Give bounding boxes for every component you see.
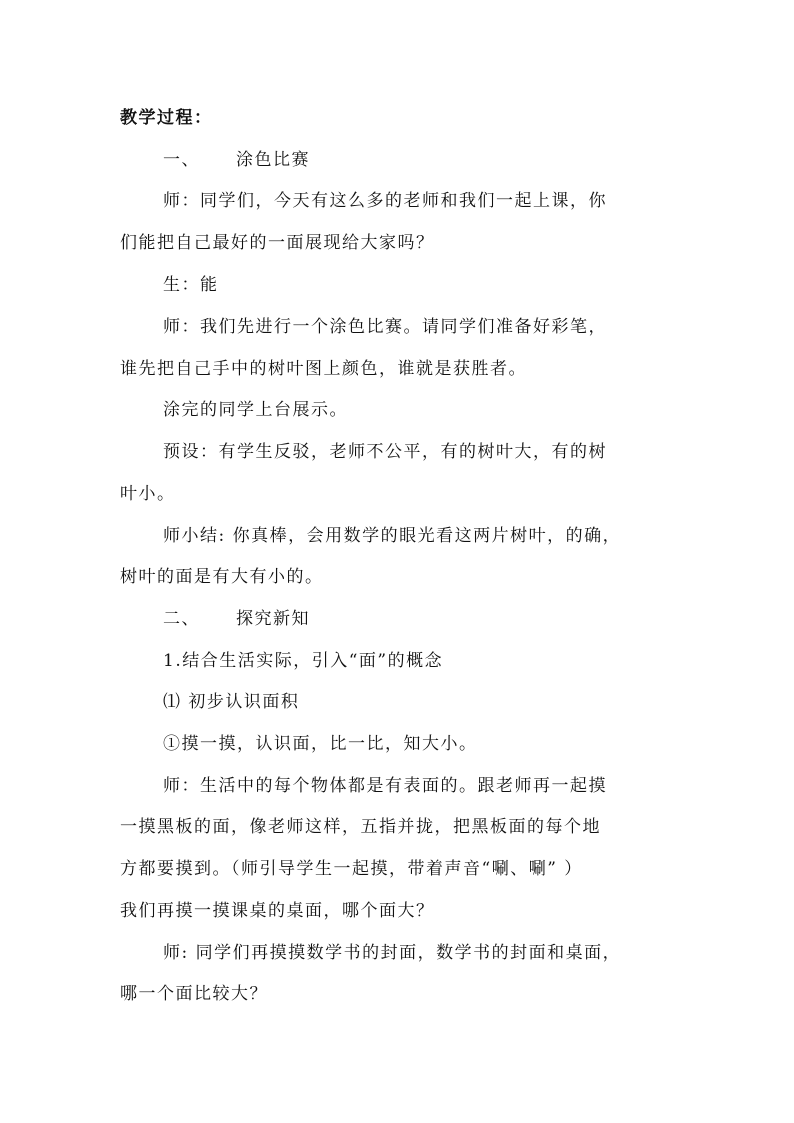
paragraph-1-line-1: 师：同学们，今天有这么多的老师和我们一起上课，你 [163,191,607,211]
section-1-number: 一、 [163,150,200,170]
paragraph-5-line-2: 叶小。 [120,484,176,504]
paragraph-7-line-1: 师：生活中的每个物体都是有表面的。跟老师再一起摸 [163,776,607,796]
paragraph-4: 涂完的同学上台展示。 [163,400,348,420]
section-2-number: 二、 [163,609,200,629]
paragraph-8-line-1: 师: 同学们再摸摸数学书的封面，数学书的封面和桌面， [163,943,622,963]
section-1-heading [163,148,310,172]
subheading-3: ①摸一摸，认识面，比一比，知大小。 [163,734,478,754]
subheading-1: 1.结合生活实际，引入“面”的概念 [163,651,444,671]
paragraph-2: 生：能 [163,275,219,295]
paragraph-5-line-1: 预设：有学生反驳，老师不公平，有的树叶大，有的树 [163,442,607,462]
paragraph-6-line-1: 师小结: 你真棒，会用数学的眼光看这两片树叶，的确， [163,526,622,546]
paragraph-8-line-2: 哪一个面比较大？ [120,984,268,1004]
subheading-2: ⑴ 初步认识面积 [163,692,300,712]
paragraph-3-line-1: 师：我们先进行一个涂色比赛。请同学们准备好彩笔， [163,317,607,337]
document-heading: 教学过程： [120,108,213,128]
paragraph-1-line-2: 们能把自己最好的一面展现给大家吗？ [120,233,435,253]
paragraph-6-line-2: 树叶的面是有大有小的。 [120,567,324,587]
section-1-title: 涂色比赛 [236,150,310,170]
paragraph-7-line-3: 方都要摸到。（师引导学生一起摸，带着声音“唰、唰” ） [120,859,583,879]
section-2-heading [163,607,310,631]
section-2-title: 探究新知 [236,609,310,629]
paragraph-3-line-2: 谁先把自己手中的树叶图上颜色，谁就是获胜者。 [120,359,527,379]
paragraph-7-line-2: 一摸黑板的面，像老师这样，五指并拢，把黑板面的每个地 [120,817,601,837]
paragraph-7-line-4: 我们再摸一摸课桌的桌面，哪个面大？ [120,901,435,921]
